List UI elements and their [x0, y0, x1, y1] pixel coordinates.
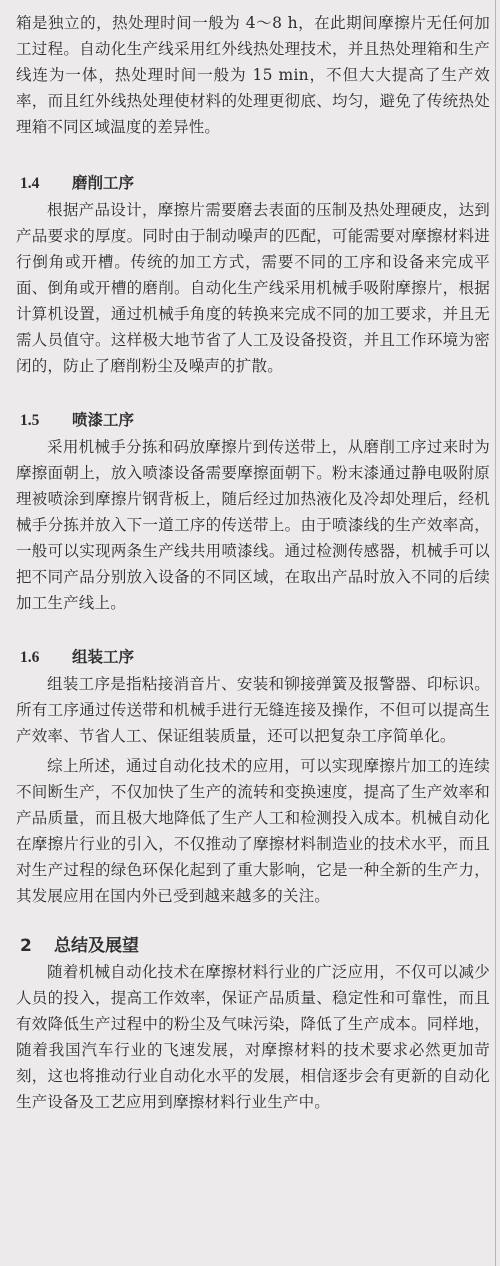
summary-paragraph: 综上所述，通过自动化技术的应用，可以实现摩擦片加工的连续不间断生产，不仅加快了生产的流转和变换速度，提高了生产效率和产品质量，而且极大地降低了生产人工和检测投入成本。机械自动化在摩擦片行业的引入，不仅推动了摩擦材料制造业的技术水平，而且对生产过程的绿色环保化起到了重大影响，它是一种全新的生产力，其发展应用在国内外已受到越来越多的关注。: [16, 757, 490, 905]
section-heading-1-5: [16, 407, 490, 434]
intro-paragraph: 箱是独立的，热处理时间一般为 4～8 h，在此期间摩擦片无任何加工过程。自动化生产线采用红外线热处理技术，并且热处理箱和生产线连为一体，热处理时间一般为 15 min，不但大大提高了生产效率，而且红外线热处理使材料的处理更彻底、均匀，避免了传统热处理箱不同区域温度的差异性。: [16, 14, 490, 136]
section-paragraph: 根据产品设计，摩擦片需要磨去表面的压制及热处理硬皮，达到产品要求的厚度。同时由于制动噪声的匹配，可能需要对摩擦材料进行倒角或开槽。传统的加工方式，需要不同的工序和设备来完成平面、倒角或开槽的磨削。自动化生产线采用机械手吸附摩擦片，根据计算机设置，通过机械手角度的转换来完成不同的加工要求，并且无需人员值守。这样极大地节省了人工及设备投资，并且工作环境为密闭的，防止了磨削粉尘及噪声的扩散。: [16, 201, 490, 375]
chapter-heading-2: [16, 933, 490, 959]
section-number: 1.6: [20, 649, 40, 666]
chapter-title: 总结及展望: [54, 936, 139, 956]
section-title: 磨削工序: [72, 173, 135, 192]
chapter-number: 2: [20, 936, 32, 956]
section-paragraph: 组装工序是指粘接消音片、安装和铆接弹簧及报警器、印标识。所有工序通过传送带和机械手进行无缝连接及操作，不但可以提高生产效率、节省人工、保证组装质量，还可以把复杂工序简单化。: [16, 675, 490, 745]
section-title: 组装工序: [72, 647, 135, 666]
section-heading-1-4: [16, 170, 490, 197]
section-heading-1-6: [16, 644, 490, 671]
section-number: 1.4: [20, 175, 40, 192]
page-edge-line: [495, 0, 496, 1266]
section-number: 1.5: [20, 412, 40, 429]
section-paragraph: 采用机械手分拣和码放摩擦片到传送带上，从磨削工序过来时为摩擦面朝上，放入喷漆设备需要摩擦面朝下。粉末漆通过静电吸附原理被喷涂到摩擦片钢背板上，随后经过加热液化及冷却处理后，经机械手分拣并放入下一道工序的传送带上。由于喷漆线的生产效率高，一般可以实现两条生产线共用喷漆线。通过检测传感器，机械手可以把不同产品分别放入设备的不同区域，在取出产品时放入不同的后续加工生产线上。: [16, 438, 490, 612]
chapter-paragraph: 随着机械自动化技术在摩擦材料行业的广泛应用，不仅可以减少人员的投入，提高工作效率，保证产品质量、稳定性和可靠性，而且有效降低生产过程中的粉尘及气味污染，降低了生产成本。同样地，随着我国汽车行业的飞速发展，对摩擦材料的技术要求必然更加苛刻，这也将推动行业自动化水平的发展，相信逐步会有更新的自动化生产设备及工艺应用到摩擦材料行业生产中。: [16, 963, 490, 1111]
section-title: 喷漆工序: [72, 410, 135, 429]
